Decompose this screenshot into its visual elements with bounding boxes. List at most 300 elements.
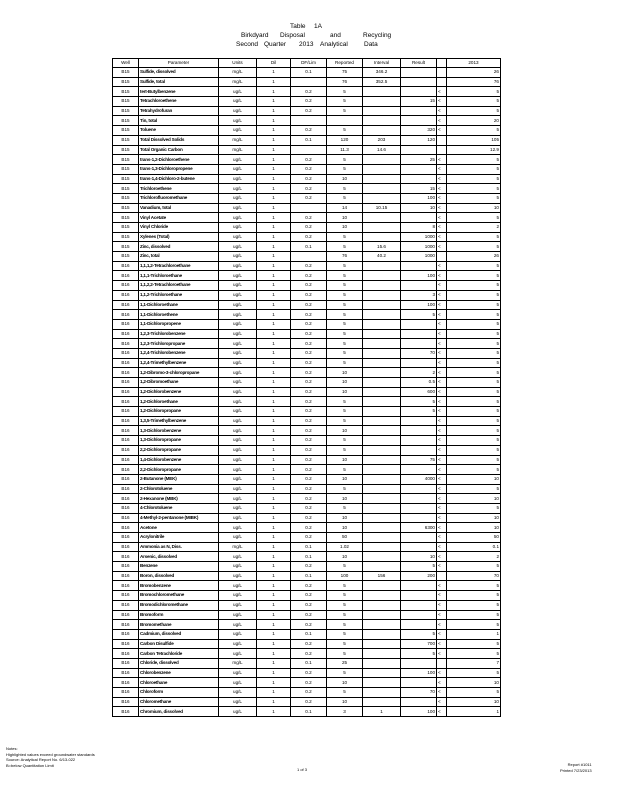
cell-reported: 50 <box>327 533 363 543</box>
title-word: Analytical <box>320 41 348 48</box>
cell-well: B16 <box>113 581 139 591</box>
cell-well: B16 <box>113 358 139 368</box>
cell-units: mg/L <box>219 135 257 145</box>
cell-well: B15 <box>113 126 139 136</box>
cell-interval <box>363 426 401 436</box>
cell-result <box>401 513 437 523</box>
title-word: Birkdyard <box>241 32 269 39</box>
cell-well: B16 <box>113 697 139 707</box>
cell-df: 0.1 <box>291 658 327 668</box>
cell-interval <box>363 348 401 358</box>
col-header-parameter: Parameter <box>139 59 219 68</box>
cell-well: B16 <box>113 407 139 417</box>
cell-2013: 5 <box>447 339 501 349</box>
cell-parameter: Total Dissolved Solids <box>139 135 219 145</box>
cell-qualifier: < <box>437 513 447 523</box>
table-row <box>113 126 501 136</box>
cell-units: ug/L <box>219 397 257 407</box>
cell-result <box>401 261 437 271</box>
cell-units: ug/L <box>219 494 257 504</box>
cell-interval: 15.6 <box>363 242 401 252</box>
table-row <box>113 426 501 436</box>
cell-interval: 40.2 <box>363 252 401 262</box>
cell-2013: 5 <box>447 271 501 281</box>
cell-parameter: Arsenic, dissolved <box>139 552 219 562</box>
cell-interval <box>363 339 401 349</box>
cell-qualifier <box>437 77 447 87</box>
cell-interval <box>363 397 401 407</box>
cell-reported: 5 <box>327 242 363 252</box>
cell-well: B16 <box>113 513 139 523</box>
cell-df: 0.2 <box>291 174 327 184</box>
table-row <box>113 378 501 388</box>
cell-result: 15 <box>401 184 437 194</box>
cell-well: B15 <box>113 242 139 252</box>
cell-interval <box>363 87 401 97</box>
cell-units: ug/L <box>219 261 257 271</box>
cell-reported: 10 <box>327 697 363 707</box>
cell-interval: 352.5 <box>363 77 401 87</box>
cell-2013: 26 <box>447 68 501 78</box>
cell-2013: 5 <box>447 213 501 223</box>
col-header-result: Result <box>401 59 437 68</box>
cell-dil: 1 <box>257 523 291 533</box>
cell-df: 0.1 <box>291 707 327 717</box>
cell-result: 3 <box>401 290 437 300</box>
cell-units: ug/L <box>219 629 257 639</box>
cell-2013: 105 <box>447 135 501 145</box>
cell-units: ug/L <box>219 232 257 242</box>
cell-units: ug/L <box>219 455 257 465</box>
cell-df: 0.2 <box>291 533 327 543</box>
cell-qualifier: < <box>437 494 447 504</box>
table-row <box>113 261 501 271</box>
cell-2013: 10 <box>447 494 501 504</box>
table-row <box>113 155 501 165</box>
table-row <box>113 494 501 504</box>
cell-df: 0.1 <box>291 552 327 562</box>
cell-result: 0.5 <box>401 378 437 388</box>
cell-reported: 5 <box>327 261 363 271</box>
cell-units: ug/L <box>219 552 257 562</box>
cell-units: mg/L <box>219 658 257 668</box>
cell-qualifier: < <box>437 155 447 165</box>
cell-units: ug/L <box>219 562 257 572</box>
cell-dil: 1 <box>257 319 291 329</box>
cell-df: 0.2 <box>291 232 327 242</box>
cell-dil: 1 <box>257 348 291 358</box>
cell-well: B15 <box>113 87 139 97</box>
cell-parameter: 2,2-Dichloropropane <box>139 465 219 475</box>
cell-interval <box>363 300 401 310</box>
table-row <box>113 242 501 252</box>
cell-parameter: 2-Chlorotoluene <box>139 484 219 494</box>
cell-parameter: Cadmium, dissolved <box>139 629 219 639</box>
cell-units: ug/L <box>219 571 257 581</box>
cell-units: ug/L <box>219 387 257 397</box>
cell-parameter: Bromobenzene <box>139 581 219 591</box>
cell-parameter: 1,1,1-Trichloroethane <box>139 271 219 281</box>
cell-dil: 1 <box>257 494 291 504</box>
cell-reported: 5 <box>327 184 363 194</box>
cell-interval <box>363 97 401 107</box>
cell-qualifier: < <box>437 339 447 349</box>
cell-units: ug/L <box>219 174 257 184</box>
cell-result: 5 <box>401 649 437 659</box>
cell-reported: 1.02 <box>327 542 363 552</box>
cell-2013: 5 <box>447 436 501 446</box>
cell-well: B16 <box>113 368 139 378</box>
cell-reported: 5 <box>327 193 363 203</box>
cell-dil: 1 <box>257 688 291 698</box>
cell-result: 600 <box>401 387 437 397</box>
table-row <box>113 591 501 601</box>
cell-units: ug/L <box>219 620 257 630</box>
cell-units: ug/L <box>219 300 257 310</box>
cell-interval: 346.2 <box>363 68 401 78</box>
cell-2013: 5 <box>447 164 501 174</box>
table-row <box>113 416 501 426</box>
table-row <box>113 174 501 184</box>
cell-df: 0.2 <box>291 436 327 446</box>
cell-interval <box>363 465 401 475</box>
cell-parameter: trans-1,3-Dichloropropene <box>139 164 219 174</box>
cell-well: B16 <box>113 310 139 320</box>
cell-result: 100 <box>401 668 437 678</box>
cell-reported: 14 <box>327 203 363 213</box>
title-word: Data <box>364 41 378 48</box>
cell-df: 0.2 <box>291 126 327 136</box>
cell-df: 0.2 <box>291 407 327 417</box>
cell-qualifier: < <box>437 620 447 630</box>
cell-reported: 5 <box>327 271 363 281</box>
cell-result <box>401 542 437 552</box>
cell-qualifier: < <box>437 484 447 494</box>
cell-parameter: Chloroform <box>139 688 219 698</box>
cell-interval <box>363 610 401 620</box>
cell-qualifier: < <box>437 193 447 203</box>
cell-qualifier: < <box>437 697 447 707</box>
cell-dil: 1 <box>257 620 291 630</box>
cell-df: 0.2 <box>291 426 327 436</box>
cell-units: ug/L <box>219 184 257 194</box>
cell-units: ug/L <box>219 378 257 388</box>
title-word: Quarter <box>264 41 287 48</box>
cell-result <box>401 339 437 349</box>
cell-units: mg/L <box>219 68 257 78</box>
cell-parameter: 2-Butanone (MEK) <box>139 474 219 484</box>
cell-2013: 5 <box>447 426 501 436</box>
cell-result <box>401 174 437 184</box>
cell-parameter: Trichloroethene <box>139 184 219 194</box>
cell-well: B16 <box>113 445 139 455</box>
cell-2013: 12.9 <box>447 145 501 155</box>
cell-df: 0.2 <box>291 348 327 358</box>
cell-parameter: Vinyl Chloride <box>139 223 219 233</box>
cell-reported: 10 <box>327 378 363 388</box>
cell-2013: 5 <box>447 484 501 494</box>
cell-df: 0.1 <box>291 629 327 639</box>
cell-dil: 1 <box>257 87 291 97</box>
cell-reported: 5 <box>327 397 363 407</box>
cell-result: 4000 <box>401 474 437 484</box>
cell-result: 6300 <box>401 523 437 533</box>
cell-2013: 10 <box>447 678 501 688</box>
cell-interval <box>363 562 401 572</box>
cell-interval <box>363 310 401 320</box>
table-row <box>113 571 501 581</box>
cell-well: B15 <box>113 184 139 194</box>
table-row <box>113 203 501 213</box>
cell-reported: 120 <box>327 135 363 145</box>
table-row <box>113 562 501 572</box>
cell-well: B16 <box>113 629 139 639</box>
cell-well: B15 <box>113 135 139 145</box>
cell-units: ug/L <box>219 484 257 494</box>
cell-reported: 5 <box>327 232 363 242</box>
cell-qualifier: < <box>437 213 447 223</box>
cell-2013: 5 <box>447 600 501 610</box>
cell-well: B15 <box>113 193 139 203</box>
cell-interval <box>363 542 401 552</box>
cell-qualifier: < <box>437 290 447 300</box>
cell-units: ug/L <box>219 513 257 523</box>
table-header-row <box>113 59 501 68</box>
cell-qualifier: < <box>437 174 447 184</box>
cell-dil: 1 <box>257 668 291 678</box>
cell-2013: 5 <box>447 445 501 455</box>
cell-dil: 1 <box>257 281 291 291</box>
cell-qualifier <box>437 252 447 262</box>
cell-result: 15 <box>401 97 437 107</box>
cell-result: 2 <box>401 368 437 378</box>
cell-interval <box>363 164 401 174</box>
cell-df: 0.2 <box>291 445 327 455</box>
cell-result <box>401 591 437 601</box>
cell-reported: 5 <box>327 620 363 630</box>
cell-well: B16 <box>113 562 139 572</box>
cell-qualifier: < <box>437 203 447 213</box>
cell-qualifier: < <box>437 436 447 446</box>
cell-parameter: 1,1,2,2-Tetrachloroethane <box>139 281 219 291</box>
cell-parameter: trans-1,4-Dichloro-2-butene <box>139 174 219 184</box>
cell-df: 0.2 <box>291 378 327 388</box>
cell-well: B16 <box>113 290 139 300</box>
cell-result: 70 <box>401 348 437 358</box>
cell-well: B16 <box>113 416 139 426</box>
cell-units: ug/L <box>219 600 257 610</box>
table-row <box>113 620 501 630</box>
table-row <box>113 533 501 543</box>
cell-interval <box>363 658 401 668</box>
cell-well: B16 <box>113 436 139 446</box>
cell-2013: 2 <box>447 223 501 233</box>
cell-result <box>401 116 437 126</box>
cell-parameter: Sulfide, total <box>139 77 219 87</box>
cell-interval <box>363 319 401 329</box>
cell-well: B16 <box>113 542 139 552</box>
cell-parameter: 4-Methyl-2-pentanone (MIBK) <box>139 513 219 523</box>
table-row <box>113 629 501 639</box>
cell-reported: 5 <box>327 562 363 572</box>
cell-well: B16 <box>113 387 139 397</box>
cell-parameter: Chloroethane <box>139 678 219 688</box>
cell-interval <box>363 193 401 203</box>
cell-interval <box>363 261 401 271</box>
cell-result: 8 <box>401 223 437 233</box>
cell-qualifier: < <box>437 378 447 388</box>
cell-units: ug/L <box>219 252 257 262</box>
cell-interval <box>363 591 401 601</box>
cell-dil: 1 <box>257 300 291 310</box>
cell-dil: 1 <box>257 387 291 397</box>
cell-qualifier: < <box>437 416 447 426</box>
cell-units: ug/L <box>219 126 257 136</box>
cell-reported: 10 <box>327 387 363 397</box>
cell-parameter: 1,1-Dichloroethene <box>139 310 219 320</box>
cell-interval <box>363 329 401 339</box>
cell-reported: 10 <box>327 223 363 233</box>
cell-reported: 5 <box>327 484 363 494</box>
cell-dil: 1 <box>257 271 291 281</box>
cell-parameter: 1,2-Dibromo-3-chloropropane <box>139 368 219 378</box>
cell-units: ug/L <box>219 223 257 233</box>
cell-parameter: 1,2,3-Trichlorobenzene <box>139 329 219 339</box>
cell-well: B16 <box>113 319 139 329</box>
cell-parameter: Tin, total <box>139 116 219 126</box>
cell-well: B15 <box>113 97 139 107</box>
cell-reported: 5 <box>327 164 363 174</box>
cell-result <box>401 77 437 87</box>
cell-dil: 1 <box>257 610 291 620</box>
cell-well: B16 <box>113 494 139 504</box>
cell-interval <box>363 523 401 533</box>
cell-df: 0.2 <box>291 184 327 194</box>
cell-result: 5 <box>401 629 437 639</box>
cell-reported: 5 <box>327 281 363 291</box>
cell-qualifier: < <box>437 581 447 591</box>
cell-2013: 5 <box>447 106 501 116</box>
cell-dil: 1 <box>257 203 291 213</box>
cell-qualifier: < <box>437 707 447 717</box>
cell-reported: 5 <box>327 639 363 649</box>
cell-units: ug/L <box>219 436 257 446</box>
cell-df: 0.2 <box>291 358 327 368</box>
cell-result <box>401 87 437 97</box>
cell-dil: 1 <box>257 678 291 688</box>
cell-dil: 1 <box>257 629 291 639</box>
cell-parameter: Bromoform <box>139 610 219 620</box>
cell-df: 0.2 <box>291 562 327 572</box>
cell-result <box>401 533 437 543</box>
table-row <box>113 678 501 688</box>
cell-2013: 50 <box>447 533 501 543</box>
table-row <box>113 610 501 620</box>
cell-parameter: 2-Hexanone (MBK) <box>139 494 219 504</box>
cell-dil: 1 <box>257 378 291 388</box>
cell-well: B15 <box>113 164 139 174</box>
cell-reported: 10 <box>327 474 363 484</box>
cell-units: mg/L <box>219 145 257 155</box>
title-word: 1A <box>314 23 322 30</box>
cell-reported: 3 <box>327 707 363 717</box>
cell-interval <box>363 678 401 688</box>
cell-well: B16 <box>113 300 139 310</box>
cell-well: B16 <box>113 261 139 271</box>
table-row <box>113 407 501 417</box>
cell-interval <box>363 455 401 465</box>
cell-reported: 11.3 <box>327 145 363 155</box>
cell-result <box>401 319 437 329</box>
cell-dil: 1 <box>257 145 291 155</box>
cell-units: ug/L <box>219 358 257 368</box>
cell-df: 0.2 <box>291 329 327 339</box>
cell-well: B15 <box>113 77 139 87</box>
cell-dil: 1 <box>257 658 291 668</box>
cell-dil: 1 <box>257 174 291 184</box>
table-row <box>113 513 501 523</box>
cell-units: ug/L <box>219 688 257 698</box>
table-row <box>113 707 501 717</box>
table-row <box>113 77 501 87</box>
cell-parameter: 1,3-Dichloropropane <box>139 436 219 446</box>
cell-dil: 1 <box>257 368 291 378</box>
cell-result <box>401 445 437 455</box>
table-row <box>113 329 501 339</box>
cell-result: 10 <box>401 203 437 213</box>
cell-reported: 5 <box>327 300 363 310</box>
cell-parameter: Vinyl Acetate <box>139 213 219 223</box>
cell-qualifier <box>437 658 447 668</box>
cell-well: B16 <box>113 552 139 562</box>
cell-df: 0.2 <box>291 339 327 349</box>
cell-reported: 5 <box>327 358 363 368</box>
table-row <box>113 339 501 349</box>
title-word: Recycling <box>363 32 392 39</box>
cell-df: 0.2 <box>291 697 327 707</box>
cell-qualifier: < <box>437 329 447 339</box>
cell-df: 0.2 <box>291 513 327 523</box>
cell-qualifier: < <box>437 184 447 194</box>
cell-dil: 1 <box>257 542 291 552</box>
cell-dil: 1 <box>257 261 291 271</box>
cell-well: B16 <box>113 465 139 475</box>
cell-reported: 5 <box>327 407 363 417</box>
cell-2013: 76 <box>447 77 501 87</box>
cell-units: ug/L <box>219 697 257 707</box>
table-row <box>113 581 501 591</box>
cell-qualifier: < <box>437 232 447 242</box>
cell-reported: 76 <box>327 252 363 262</box>
cell-result: 70 <box>401 688 437 698</box>
cell-parameter: Zinc, dissolved <box>139 242 219 252</box>
cell-result: 100 <box>401 193 437 203</box>
cell-well: B16 <box>113 610 139 620</box>
cell-well: B16 <box>113 591 139 601</box>
cell-df: 0.2 <box>291 416 327 426</box>
cell-qualifier: < <box>437 116 447 126</box>
cell-2013: 5 <box>447 620 501 630</box>
cell-dil: 1 <box>257 533 291 543</box>
cell-well: B16 <box>113 503 139 513</box>
cell-reported: 5 <box>327 581 363 591</box>
cell-reported: 10 <box>327 213 363 223</box>
cell-result: 1000 <box>401 252 437 262</box>
table-row <box>113 649 501 659</box>
cell-interval <box>363 106 401 116</box>
cell-parameter: Chloride, dissolved <box>139 658 219 668</box>
cell-qualifier: < <box>437 300 447 310</box>
